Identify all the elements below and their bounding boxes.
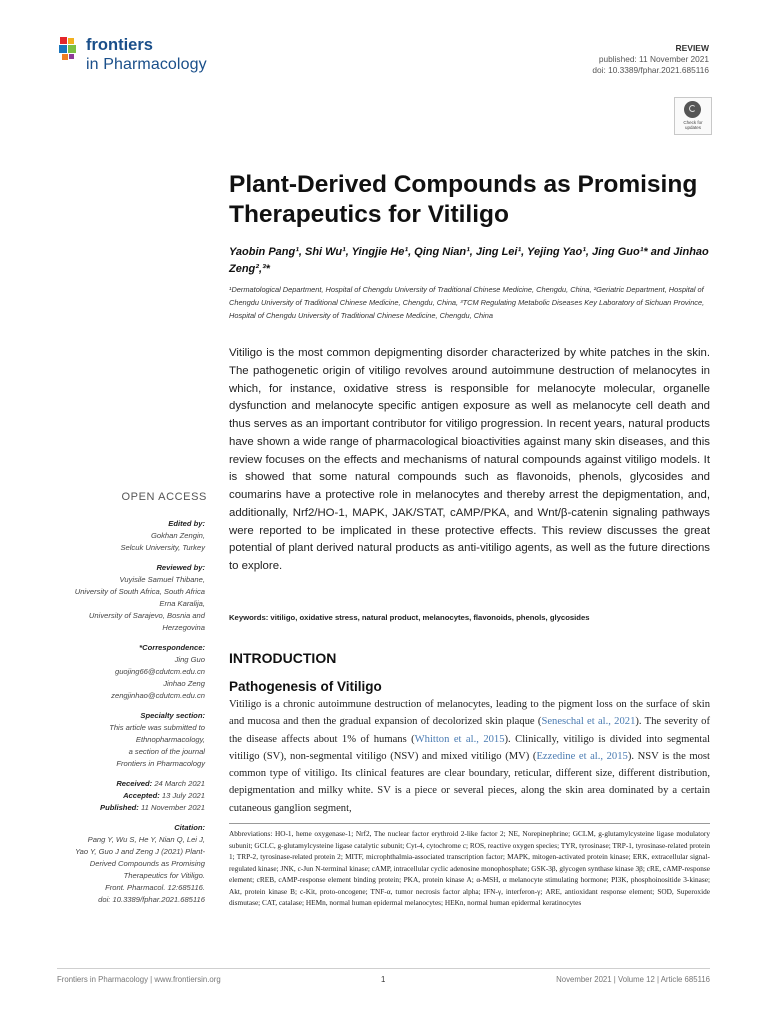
brand-name: frontiers [86,36,153,54]
article-type: REVIEW [675,43,709,53]
specialty-label: Specialty section: [140,711,205,720]
accepted-label: Accepted: [123,791,160,800]
correspondent-name: Jing Guo [174,655,205,664]
article-meta [592,43,709,76]
specialty-line: This article was submitted to [109,723,205,732]
correspondent-email[interactable]: guojing66@cdutcm.edu.cn [114,667,205,676]
specialty-section [52,710,205,770]
check-updates-label: Check for updates [683,120,703,130]
body-text-2: ). The severity of the disease affects about 1% of humans ( [229,716,710,745]
received-value: 24 March 2021 [154,779,205,788]
section-heading: INTRODUCTION [229,650,337,666]
body-paragraph [229,696,710,817]
journal-name: in Pharmacology [86,56,207,73]
author-list: Yaobin Pang¹, Shi Wu¹, Yingjie He¹, Qing Nian¹, Jing Lei¹, Yejing Yao¹, Jing Guo¹* and Jinhao Zeng²,³* [229,246,709,275]
citation-link[interactable]: Whitton et al., 2015 [414,733,505,745]
reviewer-line: Vuyisile Samuel Thibane, [119,575,205,584]
journal-logo[interactable] [57,34,227,84]
citation-line: Yao Y, Guo J and Zeng J (2021) Plant- [75,847,205,856]
reviewer-line: Erna Karalija, [159,599,205,608]
footnote-divider [229,823,710,824]
accepted-value: 13 July 2021 [161,791,205,800]
received-date [52,778,205,790]
accepted-date [52,790,205,802]
published-date-side [52,802,205,814]
body-text-1: Vitiligo is a chronic autoimmune destruction of melanocytes, leading to the pigment loss on the surface of skin and mucosa and then the gradual expansion of decolorized skin plaque ( [229,699,710,728]
body-text-3: ). Clinically, vitiligo is divided into segmental vitiligo (SV), non-segmental vitiligo (NSV) and mixed vitiligo (MV) ( [229,733,710,762]
editor-line: Selcuk University, Turkey [120,543,205,552]
reviewed-by-section [52,562,205,634]
editor-line: Gokhan Zengin, [150,531,205,540]
reviewer-line: University of Sarajevo, Bosnia and [88,611,205,620]
reviewer-line: Herzegovina [162,623,205,632]
article-title: Plant-Derived Compounds as Promising Therapeutics for Vitiligo [229,171,698,228]
footer-journal-link[interactable]: Frontiers in Pharmacology | www.frontiersin.org [57,975,221,984]
open-access-label: OPEN ACCESS [121,491,207,503]
reviewed-by-label: Reviewed by: [156,563,205,572]
specialty-line: a section of the journal [128,747,205,756]
edited-by-section [52,518,205,554]
specialty-line: Ethnopharmacology, [135,735,205,744]
citation-line: doi: 10.3389/fphar.2021.685116 [98,895,205,904]
check-for-updates-button[interactable] [674,97,712,135]
footer-divider [57,968,710,969]
frontiers-logo-icon [57,36,81,60]
abstract: Vitiligo is the most common depigmenting disorder characterized by white patches in the skin. The pathogenetic origin of vitiligo revolves around autoimmune destruction of melanocytes in which, for instance, oxidative stress is responsible for melanocyte molecular, organelle dysfunction and melanocyte specific antigen exposure as well as melanocyte cell death and thus serves as an important contributor for vitiligo progression. In recent years, natural products have shown a wide range of pharmacological bioactivities against many skin diseases, and this review focuses on the effects and mechanisms of natural compounds against vitiligo models. It is showed that some natural compounds such as flavonoids, phenols, glycosides and coumarins have a protective role in melanocytes and thereby arrest the depigmentation, and, additionally, Nrf2/HO-1, MAPK, JAK/STAT, cAMP/PKA, and Wnt/β-catenin signaling pathways were reported to be implicated in these protective effects. This review discusses the great potential of plant derived natural products as anti-vitiligo agents, as well as the future directions to explore. [229,347,710,572]
article-info-sidebar [52,518,205,914]
dates-section [52,778,205,814]
keywords: Keywords: vitiligo, oxidative stress, natural product, melanocytes, flavonoids, phenols, glycosides [229,613,590,622]
subsection-heading: Pathogenesis of Vitiligo [229,679,382,694]
citation-line: Derived Compounds as Promising [89,859,205,868]
reviewer-line: University of South Africa, South Africa [74,587,205,596]
edited-by-label: Edited by: [168,519,205,528]
citation-line: Therapeutics for Vitiligo. [123,871,205,880]
published-date: published: 11 November 2021 [598,54,709,64]
citation-label: Citation: [174,823,205,832]
specialty-line: Frontiers in Pharmacology [116,759,205,768]
citation-line: Front. Pharmacol. 12:685116. [105,883,205,892]
citation-section [52,822,205,906]
published-value: 11 November 2021 [140,803,205,812]
page-number: 1 [381,975,386,984]
affiliations: ¹Dermatological Department, Hospital of Chengdu University of Traditional Chinese Medicine, Chengdu, China, ²Geriatric Department, Hospital of Chengdu University of Traditional Chinese Medicine, Chengdu, China, ³TCM Regulating Metabolic Diseases Key Laboratory of Sichuan Province, Hospital of Chengdu University of Traditional Chinese Medicine, Chengdu, China [229,285,705,320]
published-label: Published: [100,803,139,812]
citation-line: Pang Y, Wu S, He Y, Nian Q, Lei J, [87,835,205,844]
update-icon [684,101,701,118]
correspondence-label: *Correspondence: [139,643,205,652]
correspondent-email[interactable]: zengjinhao@cdutcm.edu.cn [111,691,205,700]
abbreviations-footnote: Abbreviations: HO-1, heme oxygenase-1; Nrf2, The nuclear factor erythroid 2-like factor 2; NE, Norepinephrine; GCLM, g-glutamylcysteine ligase modulatory subunit; GCLC, g-glutamylcysteine ligase catalytic subunit; Cyt-4, cytochrome c; ROS, reactive oxygen species; TYR, tyrosinase; TRP-1, tyrosinase-related protein 1; TRP-2, tyrosinase-related protein 2; MITF, microphthalmia-associated transcription factor; MAPK, mitogen-activated protein kinase; ERK, extracellular signal-regulated kinase; JNK, c-Jun N-terminal kinase; cAMP, intracellular cyclic adenosine monophosphate; GSK-3β, glycogen synthase kinase 3β; cRE, cAMP-response element; cREB, cAMP-response element binding protein; PKA, protein kinase A; α-MSH, α melanocyte stimulating hormone; PI3K, phosphoinositide 3-kinase; Akt, protein kinase B; c-Kit, proto-oncogene; TNF-α, tumor necrosis factor alpha; IFN-γ, interferon-γ; ARE, antioxidant response element; SOD, Superoxide dismutase; CAT, catalase; HEMn, normal human epidermal melanocytes; HEKn, normal human epidermal keratinocytes [229,829,710,907]
citation-link[interactable]: Seneschal et al., 2021 [541,716,636,728]
received-label: Received: [116,779,153,788]
article-doi[interactable]: doi: 10.3389/fphar.2021.685116 [592,65,709,75]
correspondent-name: Jinhao Zeng [163,679,205,688]
footer-issue-info: November 2021 | Volume 12 | Article 685116 [556,975,710,984]
body-text-4: ). NSV is the most common type of vitiligo. Its clinical features are clear boundary, reticular, different size, different distribution, depigmentation and milky white. SV is a piece or several pieces, along the skin area dominated by a certain cutaneous ganglion segment, [229,750,710,814]
citation-link[interactable]: Ezzedine et al., 2015 [536,750,628,762]
correspondence-section [52,642,205,702]
